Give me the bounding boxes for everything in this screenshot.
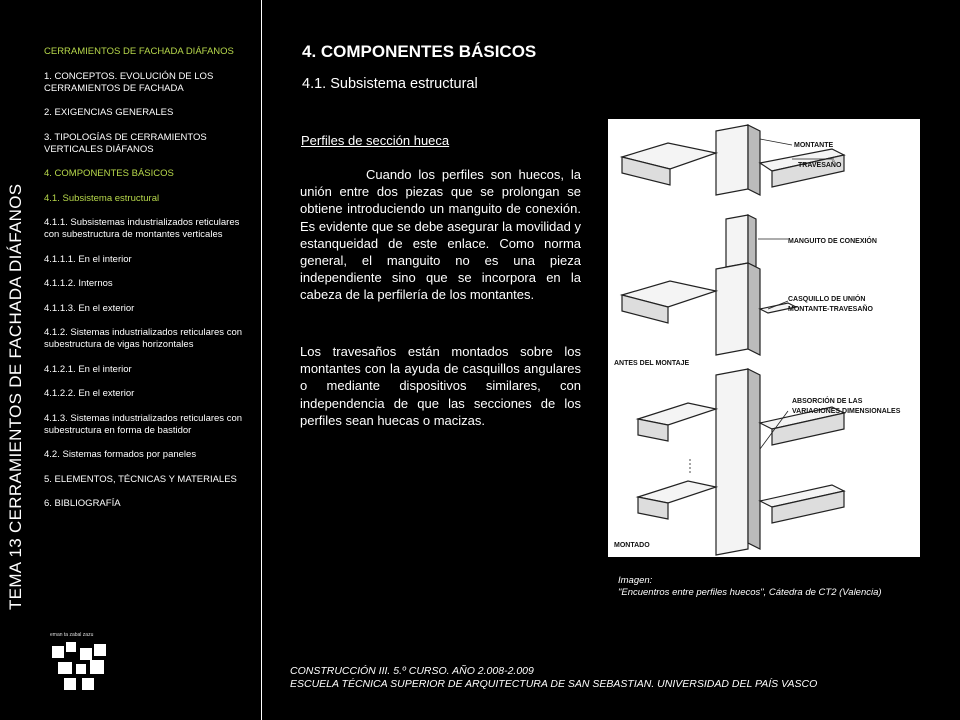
nav-item-14[interactable]: 4.2. Sistemas formados por paneles (44, 449, 197, 460)
nav-item-7[interactable]: 4.1.1.1. En el interior (44, 253, 132, 265)
nav-item-9[interactable]: 4.1.1.3. En el exterior (44, 302, 135, 314)
label-casquillo-2: MONTANTE-TRAVESAÑO (788, 306, 873, 313)
image-caption (618, 575, 882, 599)
vertical-divider (261, 0, 262, 720)
nav-item-1[interactable]: 1. CONCEPTOS. EVOLUCIÓN DE LOS CERRAMIENTOS DE FACHADA (44, 70, 214, 94)
university-logo (50, 632, 110, 694)
label-absorcion-1: ABSORCIÓN DE LAS (792, 398, 863, 405)
label-montante: MONTANTE (794, 142, 834, 149)
caption-line-1: Imagen: (618, 575, 653, 586)
nav-item-10[interactable]: 4.1.2. Sistemas industrializados reticulares con subestructura de vigas horizontales (44, 327, 243, 350)
label-manguito: MANGUITO DE CONEXIÓN (788, 238, 877, 245)
page-title: 4. COMPONENTES BÁSICOS (302, 42, 537, 61)
page-footer (290, 665, 817, 690)
upv-ehu-logo-icon (50, 638, 110, 694)
vertical-title-text: TEMA 13 CERRAMIENTOS DE FACHADA DIÁFANOS (6, 183, 25, 610)
logo-caption: eman ta zabal zazu (50, 632, 94, 638)
nav-item-8[interactable]: 4.1.1.2. Internos (44, 278, 113, 289)
nav-item-12[interactable]: 4.1.2.2. En el exterior (44, 388, 135, 399)
vertical-tema-title (2, 140, 32, 610)
nav-item-0[interactable]: CERRAMIENTOS DE FACHADA DIÁFANOS (44, 46, 234, 57)
nav-item-15[interactable]: 5. ELEMENTOS, TÉCNICAS Y MATERIALES (44, 473, 237, 485)
nav-item-13[interactable]: 4.1.3. Sistemas industrializados reticulares con subestructura en forma de bastidor (44, 412, 243, 436)
technical-drawing (608, 119, 920, 557)
body-paragraph-1: Cuando los perfiles son huecos, la unión entre dos piezas que se prolongan se obtiene introduciendo un manguito de conexión. Es evidente que se debe asegurar la movilidad y estanqueidad de este enlace. Como norma general, el manguito no es una pieza independiente sino que se incorpora en la cabeza de la perfilería de los montantes. (300, 167, 581, 303)
nav-item-16[interactable]: 6. BIBLIOGRAFÍA (44, 498, 121, 509)
label-montado: MONTADO (614, 542, 650, 549)
caption-line-2: "Encuentros entre perfiles huecos", Cátedra de CT2 (Valencia) (618, 587, 882, 598)
label-antes: ANTES DEL MONTAJE (614, 360, 690, 367)
sidebar-nav (44, 46, 256, 523)
nav-item-6[interactable]: 4.1.1. Subsistemas industrializados reticulares con subestructura de montantes verticales (44, 217, 240, 240)
footer-line-1: CONSTRUCCIÓN III. 5.º CURSO. AÑO 2.008-2.009 (290, 665, 534, 677)
hollow-profile-joint-drawing (608, 119, 920, 557)
page-subtitle: 4.1. Subsistema estructural (302, 76, 478, 92)
nav-item-2[interactable]: 2. EXIGENCIAS GENERALES (44, 107, 174, 118)
nav-item-4[interactable]: 4. COMPONENTES BÁSICOS (44, 168, 174, 179)
nav-item-5[interactable]: 4.1. Subsistema estructural (44, 192, 160, 204)
nav-item-3[interactable]: 3. TIPOLOGÍAS DE CERRAMIENTOS VERTICALES DIÁFANOS (44, 131, 207, 155)
nav-item-11[interactable]: 4.1.2.1. En el interior (44, 363, 132, 375)
section-heading: Perfiles de sección hueca (301, 133, 450, 148)
footer-line-2: ESCUELA TÉCNICA SUPERIOR DE ARQUITECTURA DE SAN SEBASTIAN. UNIVERSIDAD DEL PAÍS VASCO (290, 677, 818, 690)
label-casquillo-1: CASQUILLO DE UNIÓN (788, 296, 866, 303)
body-paragraph-2: Los travesaños están montados sobre los montantes con la ayuda de casquillos angulares o mediante dispositivos similares, con independencia de que las secciones de los perfiles sean huecas o macizas. (300, 344, 581, 428)
label-absorcion-2: VARIACIONES DIMENSIONALES (792, 408, 901, 415)
label-travesano: TRAVESAÑO (798, 162, 842, 169)
